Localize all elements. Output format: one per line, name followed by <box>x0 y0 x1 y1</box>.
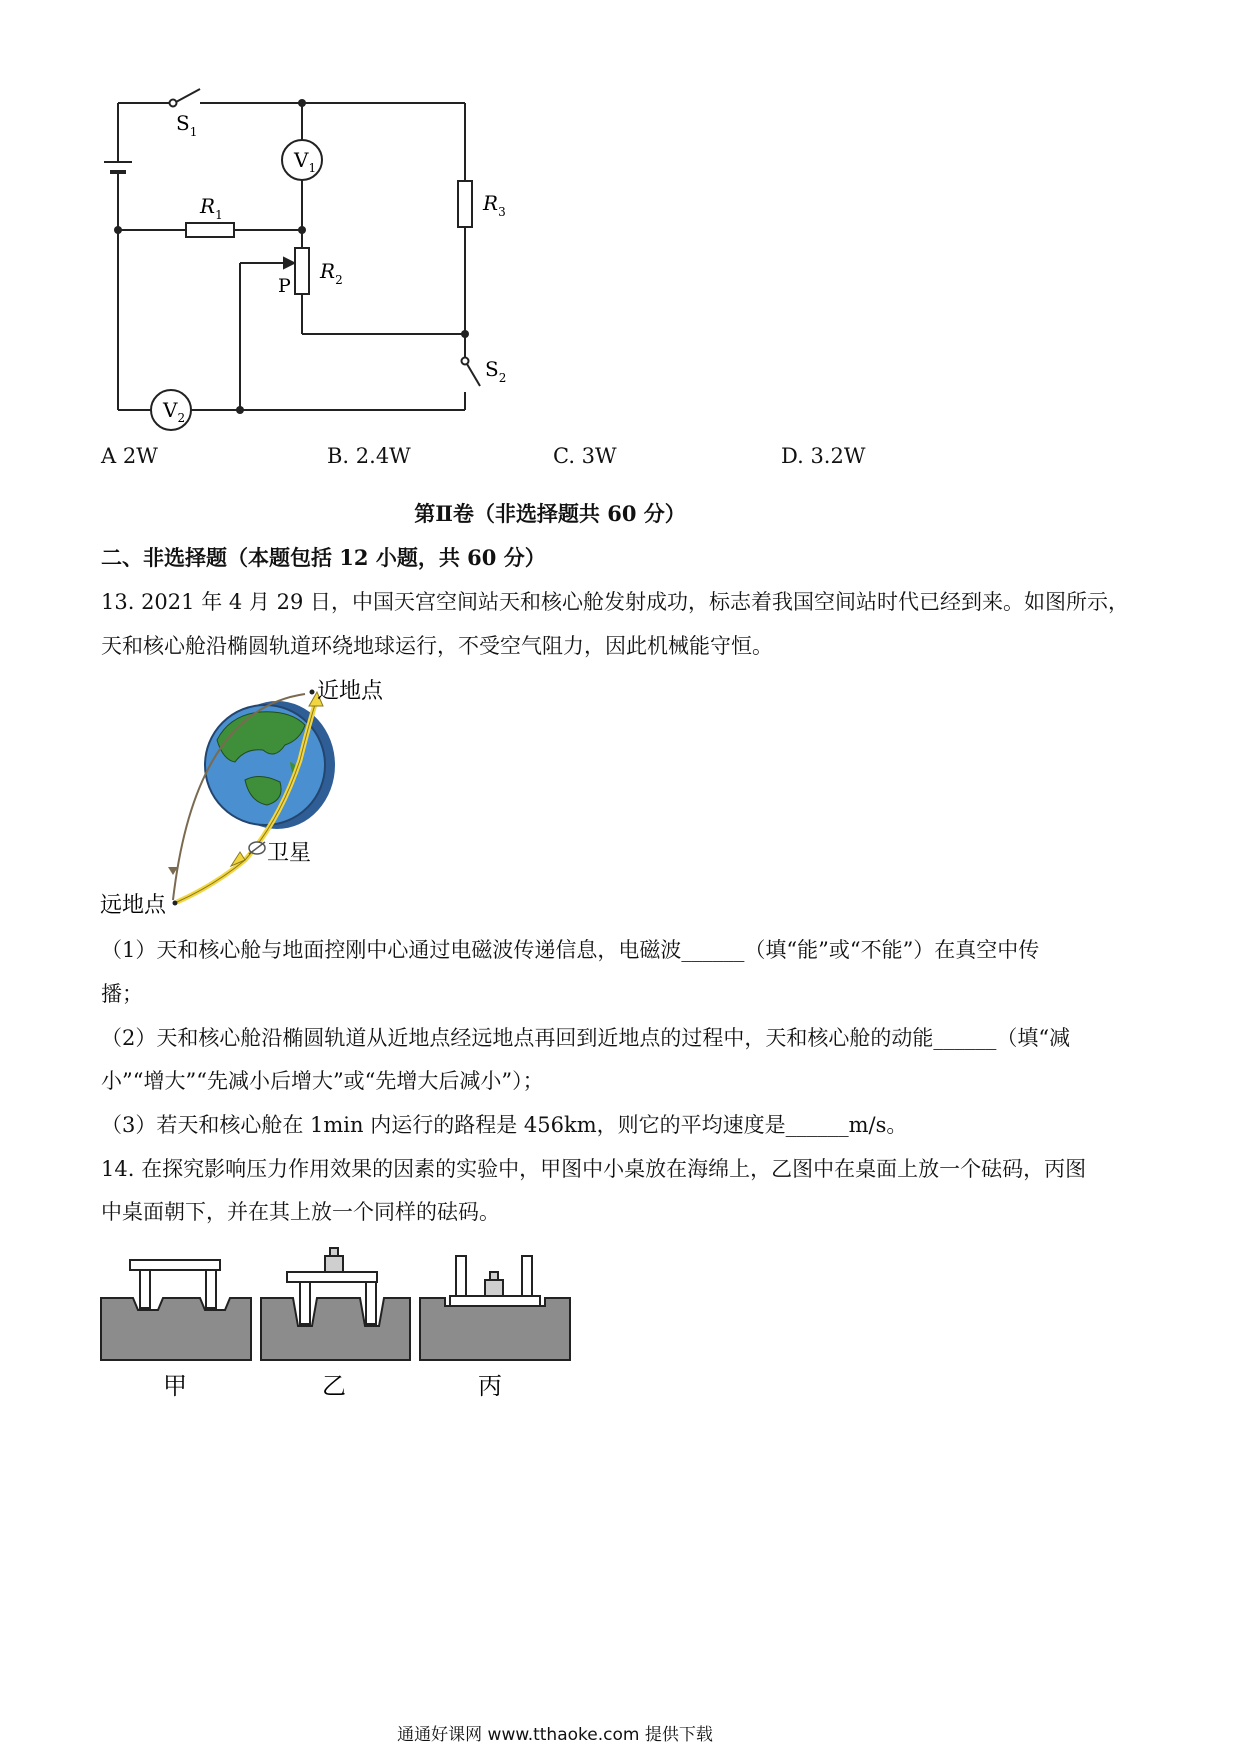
q13-sub1-line2: 播； <box>101 982 143 1006</box>
label-satellite: 卫星 <box>267 841 312 866</box>
page-footer: 通通好课网 www.tthaoke.com 提供下载 <box>397 1725 713 1745</box>
option-b: B. 2.4W <box>327 444 411 468</box>
label-p: P <box>278 275 291 297</box>
q13-stem-line2: 天和核心舱沿椭圆轨道环绕地球运行，不受空气阻力，因此机械能守恒。 <box>101 634 773 658</box>
label-bing: 丙 <box>478 1372 502 1400</box>
label-apogee: 远地点 <box>100 893 167 918</box>
part-heading: 二、非选择题（本题包括 12 小题，共 60 分） <box>101 545 546 570</box>
q13-sub3: （3）若天和核心舱在 1min 内运行的路程是 456km，则它的平均速度是______m/s。 <box>101 1113 908 1137</box>
label-jia: 甲 <box>163 1372 187 1400</box>
option-a: A 2W <box>101 444 158 468</box>
label-r2: $R_2$ <box>320 259 343 287</box>
q14-stem-line1: 14. 在探究影响压力作用效果的因素的实验中，甲图中小桌放在海绵上，乙图中在桌面上放一个砝码，丙图 <box>101 1157 1087 1181</box>
section-title: 第Ⅱ卷（非选择题共 60 分） <box>414 501 686 526</box>
label-r1: $R_1$ <box>200 194 223 222</box>
label-s1: $S_1$ <box>176 111 198 139</box>
circuit-diagram <box>100 80 540 470</box>
q13-sub1-line1: （1）天和核心舱与地面控刚中心通过电磁波传递信息，电磁波______（填“能”或“不能”）在真空中传 <box>101 938 1040 962</box>
label-s2: $S_2$ <box>485 357 507 385</box>
label-v2: $V_2$ <box>163 398 186 425</box>
label-r3: $R_3$ <box>483 191 506 219</box>
pressure-experiment-figure <box>100 1238 580 1408</box>
label-perigee: 近地点 <box>317 679 384 704</box>
label-v1: $V_1$ <box>294 148 317 175</box>
orbit-figure <box>95 670 425 925</box>
q13-sub2-line2: 小”“增大”“先减小后增大”或“先增大后减小”）； <box>101 1069 544 1093</box>
option-d: D. 3.2W <box>781 444 866 468</box>
q13-stem-line1: 13. 2021 年 4 月 29 日，中国天宫空间站天和核心舱发射成功，标志着我国空间站时代已经到来。如图所示， <box>101 590 1129 614</box>
q14-stem-line2: 中桌面朝下，并在其上放一个同样的砝码。 <box>101 1200 500 1224</box>
satellite-icon <box>249 842 265 854</box>
option-c: C. 3W <box>553 444 617 468</box>
label-yi: 乙 <box>322 1372 346 1400</box>
q13-sub2-line1: （2）天和核心舱沿椭圆轨道从近地点经远地点再回到近地点的过程中，天和核心舱的动能______（填“减 <box>101 1026 1071 1050</box>
